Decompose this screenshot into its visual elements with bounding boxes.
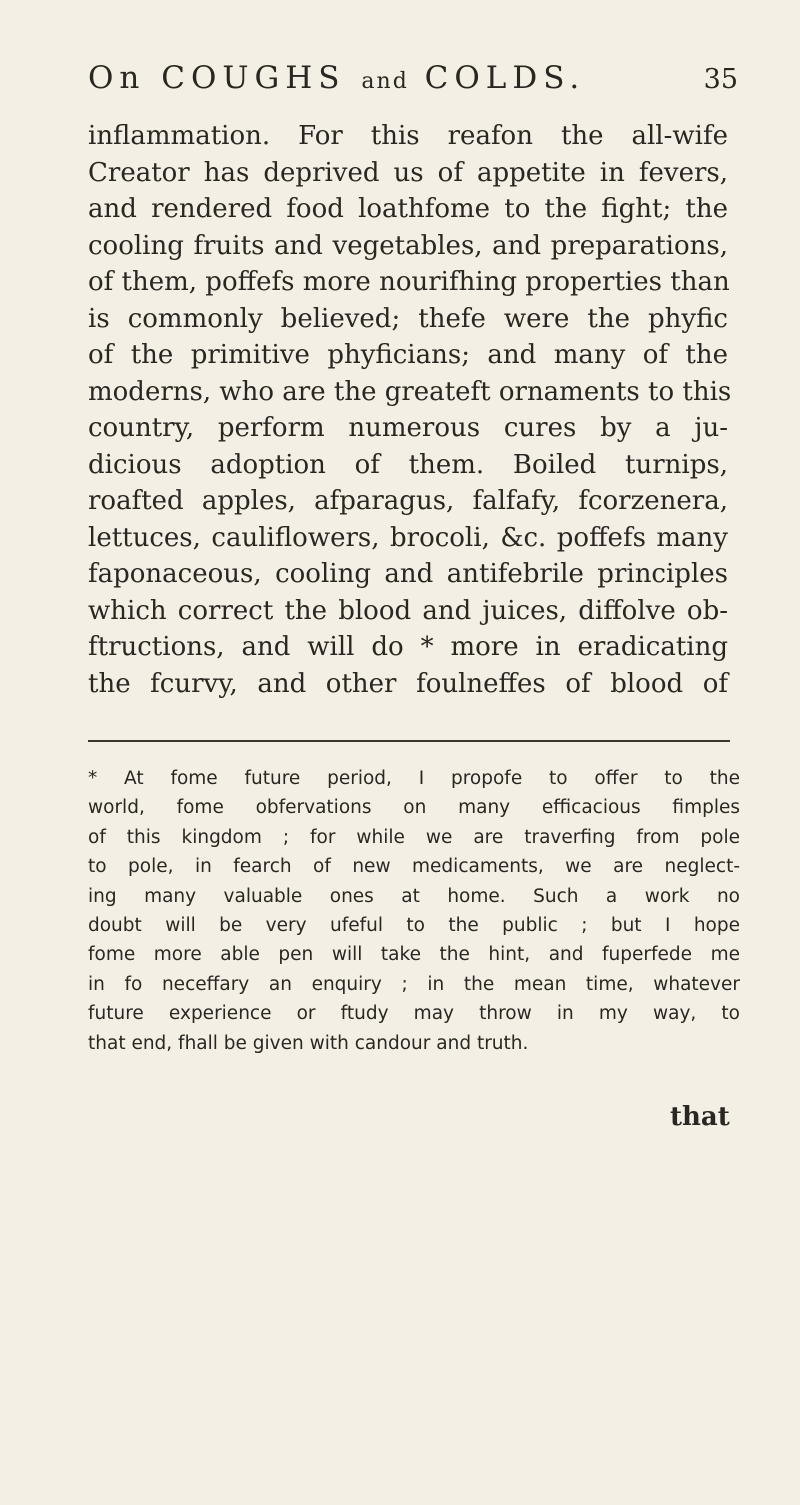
- footnote-line: that end, fhall be given with candour and truth.: [88, 1032, 529, 1054]
- footnote-line: doubt will be very ufeful to the public ; but I hope: [88, 914, 740, 936]
- footnote-line: future experience or ftudy may throw in my way, to: [88, 1003, 740, 1025]
- footnote-line: to pole, in fearch of new medicaments, we are neglect-: [88, 856, 740, 878]
- running-head: [88, 58, 738, 108]
- text-line: country, perform numerous cures by a ju-: [88, 413, 728, 443]
- text-line: of the primitive phyficians; and many of the: [88, 340, 728, 370]
- main-text: [88, 118, 732, 702]
- footnote: [88, 764, 740, 1058]
- text-line: lettuces, cauliflowers, brocoli, &c. poffefs many: [88, 522, 728, 553]
- footnote-line: world, fome obfervations on many efficacious fimples: [88, 797, 740, 819]
- running-head-word-coughs: COUGHS: [161, 60, 346, 96]
- text-line: Creator has deprived us of appetite in fevers,: [88, 157, 728, 188]
- text-line: cooling fruits and vegetables, and preparations,: [88, 230, 728, 261]
- text-line: of them, poffefs more nourifhing properties than: [88, 267, 730, 297]
- footnote-line: * At fome future period, I propofe to offer to the: [88, 768, 740, 789]
- text-line: dicious adoption of them. Boiled turnips,: [88, 449, 728, 480]
- footnote-divider: [88, 740, 730, 742]
- running-head-word-colds: COLDS.: [424, 60, 586, 96]
- text-line: which correct the blood and juices, diffolve ob-: [88, 595, 728, 626]
- running-head-word-on: On: [88, 60, 146, 96]
- footnote-line: ing many valuable ones at home. Such a work no: [88, 885, 740, 907]
- text-line: moderns, who are the greateft ornaments to this: [88, 376, 732, 407]
- footnote-line: fome more able pen will take the hint, and fuperfede me: [88, 944, 740, 966]
- text-line: inflammation. For this reafon the all-wife: [88, 121, 728, 151]
- running-head-word-and: and: [361, 69, 409, 94]
- footnote-line: in fo neceffary an enquiry ; in the mean time, whatever: [88, 973, 740, 995]
- text-line: is commonly believed; thefe were the phyfic: [88, 303, 728, 334]
- catchword: that: [670, 1102, 730, 1132]
- text-line: and rendered food loathfome to the fight; the: [88, 194, 728, 224]
- text-line: roafted apples, afparagus, falfafy, fcorzenera,: [88, 486, 728, 516]
- text-line: the fcurvy, and other foulneffes of blood of: [88, 668, 728, 699]
- footnote-line: of this kingdom ; for while we are traverfing from pole: [88, 826, 740, 848]
- running-head-title: [88, 58, 585, 102]
- text-line: ftructions, and will do * more in eradicating: [88, 632, 728, 662]
- page-number: 35: [703, 64, 738, 95]
- text-line: faponaceous, cooling and antifebrile principles: [88, 559, 728, 589]
